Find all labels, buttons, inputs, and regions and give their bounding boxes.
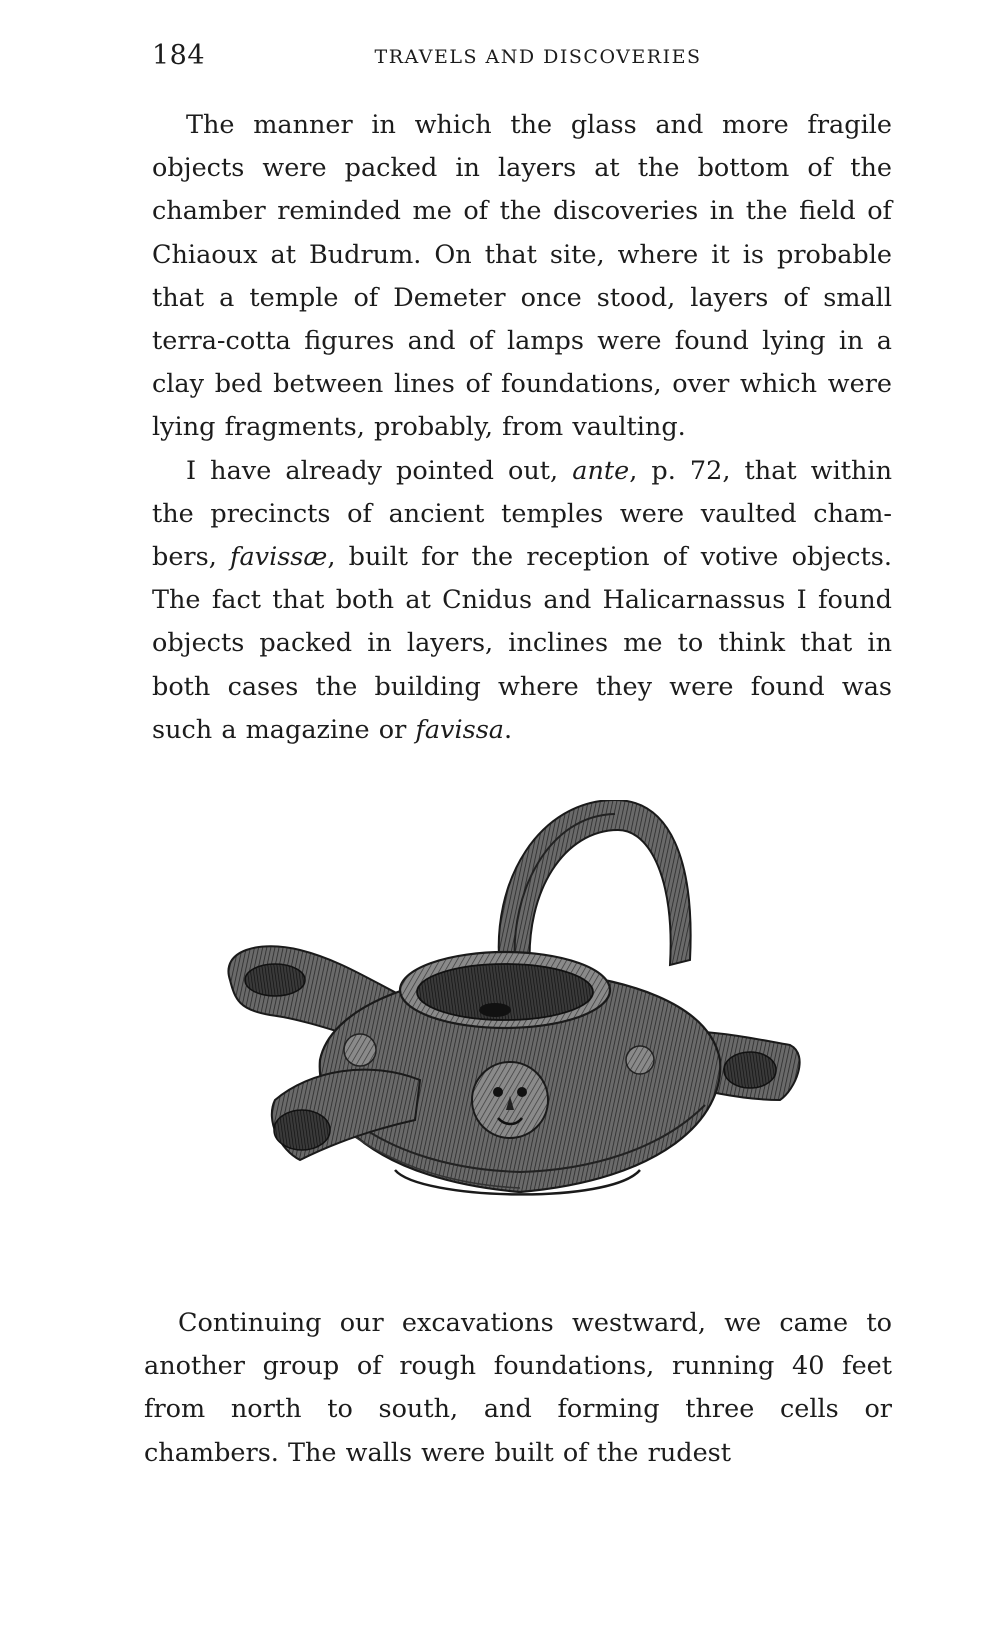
- italic-term: favissæ: [230, 542, 328, 573]
- terracotta-lamp-icon: [220, 800, 820, 1270]
- page-header: [152, 40, 894, 80]
- paragraph-text: , built for the reception of votive objects. The fact that both at Cnidus and Halicarnassus I found objects packed in layers, inclines me to think that in both cases the building where they were found was such a magazine or: [152, 542, 892, 745]
- lamp-engraving-figure: [220, 800, 820, 1270]
- paragraph: [144, 1302, 892, 1475]
- italic-term: favissa: [415, 714, 504, 745]
- paragraph-text: The manner in which the glass and more fragile objects were packed in layers at the bottom of the chamber reminded me of the discoveries in the field of Chiaoux at Budrum. On that site, where it is probable that a temple of Demeter once stood, layers of small terra-cotta figures and of lamps were found lying in a clay bed between lines of foundations, over which were lying fragments, probably, from vaulting.: [152, 110, 892, 443]
- page-number: 184: [152, 40, 206, 71]
- running-head: TRAVELS AND DISCOVERIES: [374, 46, 702, 68]
- paragraph: [152, 104, 892, 450]
- paragraph: [152, 450, 892, 752]
- paragraph-text: .: [503, 714, 513, 745]
- italic-term: ante: [572, 455, 630, 486]
- paragraph-text: Continuing our excavations westward, we came to another group of rough foundations, running 40 feet from north to south, and forming three cells or chambers. The walls were built of the rudest: [144, 1308, 892, 1468]
- paragraph-text: , p. 72, that within the precincts of ancient temples were vaulted cham- bers,: [152, 455, 892, 573]
- body-text-bottom: [144, 1302, 892, 1475]
- body-text-top: [152, 104, 892, 752]
- paragraph-text: I have already pointed out,: [186, 455, 573, 486]
